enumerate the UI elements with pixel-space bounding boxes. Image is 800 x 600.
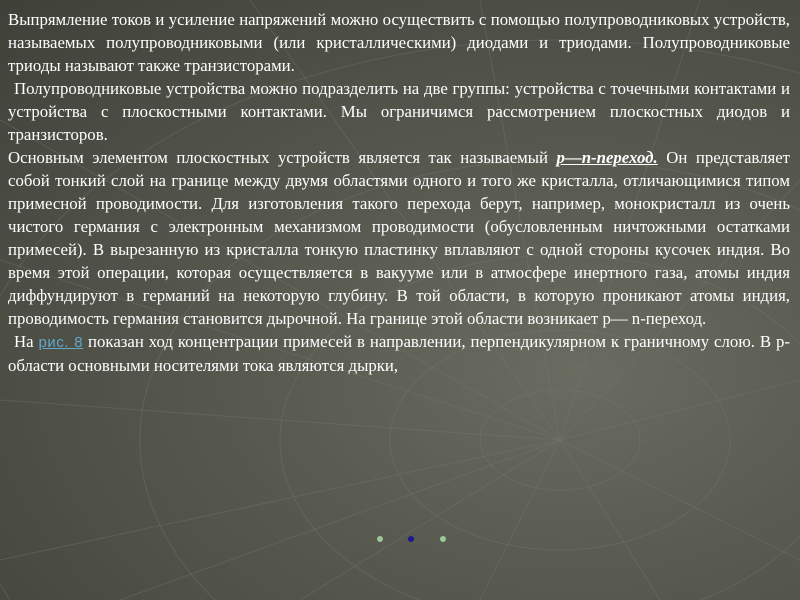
nav-dot-right[interactable] <box>440 536 446 542</box>
paragraph-3-intro: Основным элементом плоскостных устройств является так называемый <box>8 148 557 167</box>
paragraph-1: Выпрямление токов и усиление напряжений можно осуществить с помощью полупроводниковых устройств, называемых полупроводниковыми (или кристаллическими) диодами и триодами. Полупроводниковые триоды называют также транзисторами. <box>8 10 790 75</box>
nav-dot-left[interactable] <box>377 536 383 542</box>
paragraph-3-body: Он представляет собой тонкий слой на границе между двумя областями одного и того же кристалла, отличающимися типом примесной проводимости. Для изготовления такого перехода берут, например, монокристалл из очень чистого германия с электронным механизмом проводимости (обусловленным ничтожными остатками примесей). В вырезанную из кристалла тонкую пластинку вплавляют с одной стороны кусочек индия. Во время этой операции, которая осуществляется в вакууме или в атмосфере инертного газа, атомы индия диффундируют в германий на некоторую глубину. В той области, в которую проникают атомы индия, проводимость германия становится дырочной. На границе этой области возникает p— n-переход. <box>8 148 790 328</box>
paragraph-2: Полупроводниковые устройства можно подразделить на две группы: устройства с точечными контактами и устройства с плоскостными контактами. Мы ограничимся рассмотрением плоскостных диодов и транзисторов. <box>8 79 790 144</box>
slide-navigation-dots <box>0 536 800 546</box>
nav-dot-current[interactable] <box>408 536 414 542</box>
pn-junction-term: p—n-переход. <box>556 148 658 167</box>
paragraph-4-body: показан ход концентрации примесей в направлении, перпендикулярном к граничному слою. В p-области основными носителями тока являются дырки, <box>8 332 790 375</box>
paragraph-4 <box>8 330 790 377</box>
figure-8-link[interactable]: рис. 8 <box>38 334 84 351</box>
slide-text-block <box>8 8 790 377</box>
paragraph-4-intro: На <box>14 332 39 351</box>
paragraph-3 <box>8 146 790 330</box>
